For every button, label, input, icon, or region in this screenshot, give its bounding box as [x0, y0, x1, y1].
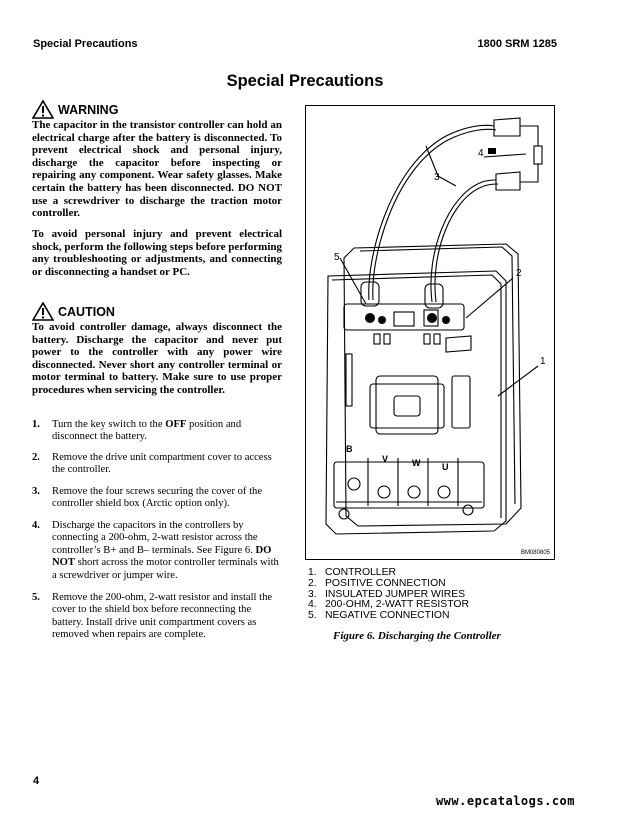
warning-paragraph: The capacitor in the transistor controller can hold an electrical charge after the battery is disconnected. To prevent electrical shock and personal injury, discharge the capacitor before inspecting or repairing any component. Wear safety glasses. Make certain the battery has been disconnected. DO NOT use a screwdriver to discharge the traction motor controller. [32, 119, 282, 220]
warning-heading [32, 100, 118, 119]
legend-item: 4. 200-OHM, 2-WATT RESISTOR [308, 599, 469, 611]
page-number: 4 [33, 775, 40, 787]
caution-heading [32, 302, 115, 321]
terminal-label: W [412, 458, 421, 468]
running-header-doc-id: 1800 SRM 1285 [477, 38, 557, 50]
page-title: Special Precautions [226, 72, 384, 90]
controller-illustration [306, 106, 556, 561]
callout-label: 4 [478, 148, 484, 159]
terminal-label: B [346, 444, 353, 454]
legend-item: 1. CONTROLLER [308, 567, 397, 578]
step-item: 5. Remove the 200-ohm, 2-watt resistor and install the cover to the shield box before reconnecting the battery. Install drive unit compartment covers as removed when repairs are complete. [32, 592, 273, 641]
warning-label: WARNING [58, 102, 119, 117]
warning-triangle-icon [32, 100, 54, 119]
callout-label: 3 [434, 172, 440, 183]
callout-label: 1 [540, 356, 546, 367]
caution-triangle-icon [32, 302, 54, 321]
step-item: 3. Remove the four screws securing the cover of the controller shield box (Arctic option only). [32, 486, 263, 510]
footer-watermark-url: www.epcatalogs.com [435, 794, 575, 808]
step-item: 4. Discharge the capacitors in the controllers by connecting a 200-ohm, 2-watt resistor across the controller’s B+ and B– terminals. See Figure 6. DO NOT short across the motor controller terminals with a screwdriver or jumper wire. [32, 520, 279, 581]
warning-paragraph-2: To avoid personal injury and prevent electrical shock, perform the following steps before performing any troubleshooting or adjustments, and connecting or disconnecting a handset or PC. [32, 228, 283, 278]
figure-code: BM080805 [520, 550, 550, 556]
terminal-label: V [382, 454, 389, 464]
terminal-label: U [442, 462, 449, 472]
step-item: 1. Turn the key switch to the OFF position and disconnect the battery. [32, 419, 242, 443]
callout-label: 5 [334, 252, 340, 263]
legend-item: 2. POSITIVE CONNECTION [308, 577, 446, 589]
step-item: 2. Remove the drive unit compartment cover to access the controller. [32, 452, 272, 476]
legend-item: 3. INSULATED JUMPER WIRES [308, 588, 466, 600]
figure-caption: Figure 6. Discharging the Controller [333, 630, 501, 642]
caution-paragraph: To avoid controller damage, always disconnect the battery. Discharge the capacitor and never put power to the controller with any power wire disconnected. Never short any controller terminal or motor terminal to battery. Make sure to use proper procedures when servicing the controller. [32, 321, 282, 396]
legend-item: 5. NEGATIVE CONNECTION [308, 610, 450, 622]
callout-label: 2 [516, 268, 522, 279]
caution-label: CAUTION [58, 304, 115, 319]
running-header-section: Special Precautions [33, 38, 138, 50]
figure-legend [308, 568, 469, 622]
figure-controller-diagram [305, 105, 555, 560]
